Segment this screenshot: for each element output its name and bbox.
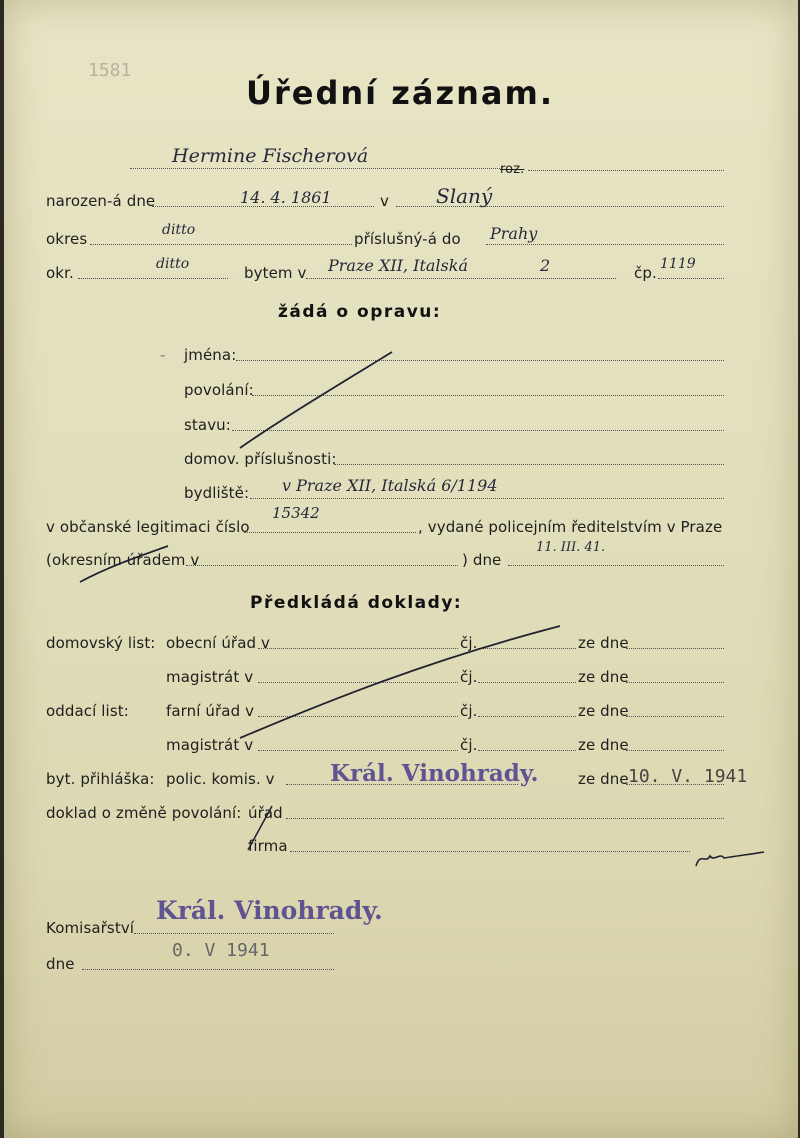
issue-date-handwritten: 11. III. 41. xyxy=(536,540,606,555)
ref-line-4 xyxy=(478,750,576,751)
names-label: jména: xyxy=(184,346,237,364)
domicile-certificate-label: domovský list: xyxy=(46,634,156,652)
names-line xyxy=(236,360,724,361)
registration-date-stamp: 10. V. 1941 xyxy=(628,766,748,787)
id-card-line xyxy=(244,532,416,533)
ref-label-2: čj. xyxy=(460,668,478,686)
commissariat-stamp: Král. Vinohrady. xyxy=(156,896,383,925)
occupation-label: povolání: xyxy=(184,381,254,399)
magistrate-line-1 xyxy=(258,682,458,683)
domicile-correction-line xyxy=(334,464,724,465)
office-label: úřad xyxy=(248,804,283,822)
district-abbr-line xyxy=(78,278,228,279)
commissariat-label: Komisařství xyxy=(46,919,135,937)
parish-office-line xyxy=(258,716,458,717)
company-label: firma xyxy=(248,837,288,855)
occupation-change-label: doklad o změně povolání: xyxy=(46,804,242,822)
magistrate-line-2 xyxy=(258,750,458,751)
issue-date-label: ) dne xyxy=(462,551,502,569)
municipal-office-label: obecní úřad v xyxy=(166,634,270,652)
name-line xyxy=(130,168,500,169)
roz-line xyxy=(528,170,724,171)
registration-label: byt. přihláška: xyxy=(46,770,155,788)
domicile-label: příslušný-á do xyxy=(354,230,461,248)
born-in-label: v xyxy=(380,192,389,210)
footer-date-stamp: 0. V 1941 xyxy=(172,940,270,961)
domicile-correction-label: domov. příslušnosti: xyxy=(184,450,337,468)
document-title: Úřední záznam. xyxy=(246,74,554,112)
residence-correction-handwritten: v Praze XII, Italská 6/1194 xyxy=(282,476,498,495)
municipal-office-line xyxy=(258,648,458,649)
id-card-label: v občanské legitimaci číslo xyxy=(46,518,250,536)
magistrate-label-2: magistrát v xyxy=(166,736,254,754)
district-handwritten: ditto xyxy=(162,222,196,238)
date-label-5: ze dne xyxy=(578,770,629,788)
district-abbr-label: okr. xyxy=(46,264,74,282)
born-label: narozen-á dne xyxy=(46,192,156,210)
residence-line xyxy=(306,278,616,279)
district-label: okres xyxy=(46,230,88,248)
issued-by-label: , vydané policejním ředitelstvím v Praze xyxy=(418,518,723,536)
ref-label-3: čj. xyxy=(460,702,478,720)
ref-line-1 xyxy=(478,648,576,649)
police-stamp: Král. Vinohrady. xyxy=(330,760,539,787)
district-office-label: (okresním úřadem v xyxy=(46,551,200,569)
documents-heading: Předkládá doklady: xyxy=(250,593,463,613)
residence-correction-line xyxy=(250,498,724,499)
issue-date-line xyxy=(508,565,724,566)
id-card-number-handwritten: 15342 xyxy=(272,504,320,522)
office-line xyxy=(286,818,724,819)
status-label: stavu: xyxy=(184,416,231,434)
date-line-4 xyxy=(626,750,724,751)
house-number-handwritten: 1119 xyxy=(660,256,696,272)
commissariat-line xyxy=(134,933,334,934)
district-line xyxy=(90,244,352,245)
footer-date-line xyxy=(82,969,334,970)
roz-label: roz. xyxy=(500,162,525,177)
name-handwritten: Hermine Fischerová xyxy=(172,145,369,167)
date-label-4: ze dne xyxy=(578,736,629,754)
birthplace-handwritten: Slaný xyxy=(436,184,493,208)
residence-correction-label: bydliště: xyxy=(184,484,250,502)
date-line-1 xyxy=(626,648,724,649)
marriage-certificate-label: oddací list: xyxy=(46,702,129,720)
status-line xyxy=(232,430,724,431)
ref-line-2 xyxy=(478,682,576,683)
police-commission-label: polic. komis. v xyxy=(166,770,275,788)
ref-label-1: čj. xyxy=(460,634,478,652)
date-line-2 xyxy=(626,682,724,683)
dash-mark: - xyxy=(160,346,166,364)
faint-registry-number: 1581 xyxy=(88,60,132,81)
date-line-3 xyxy=(626,716,724,717)
residence-handwritten: Praze XII, Italská xyxy=(328,256,468,275)
residence-label: bytem v xyxy=(244,264,307,282)
correction-heading: žádá o opravu: xyxy=(278,302,442,322)
birth-date-handwritten: 14. 4. 1861 xyxy=(240,188,332,207)
date-label-3: ze dne xyxy=(578,702,629,720)
date-label-1: ze dne xyxy=(578,634,629,652)
house-number-line xyxy=(658,278,724,279)
district-abbr-handwritten: ditto xyxy=(156,256,190,272)
parish-office-label: farní úřad v xyxy=(166,702,255,720)
district-office-line xyxy=(186,565,458,566)
residence-number-handwritten: 2 xyxy=(540,256,551,275)
magistrate-label-1: magistrát v xyxy=(166,668,254,686)
ref-line-3 xyxy=(478,716,576,717)
occupation-line xyxy=(252,395,724,396)
date-label-2: ze dne xyxy=(578,668,629,686)
ref-label-4: čj. xyxy=(460,736,478,754)
domicile-handwritten: Prahy xyxy=(490,224,538,243)
company-line xyxy=(290,851,690,852)
house-number-label: čp. xyxy=(634,264,657,282)
domicile-line xyxy=(486,244,724,245)
footer-date-label: dne xyxy=(46,955,75,973)
